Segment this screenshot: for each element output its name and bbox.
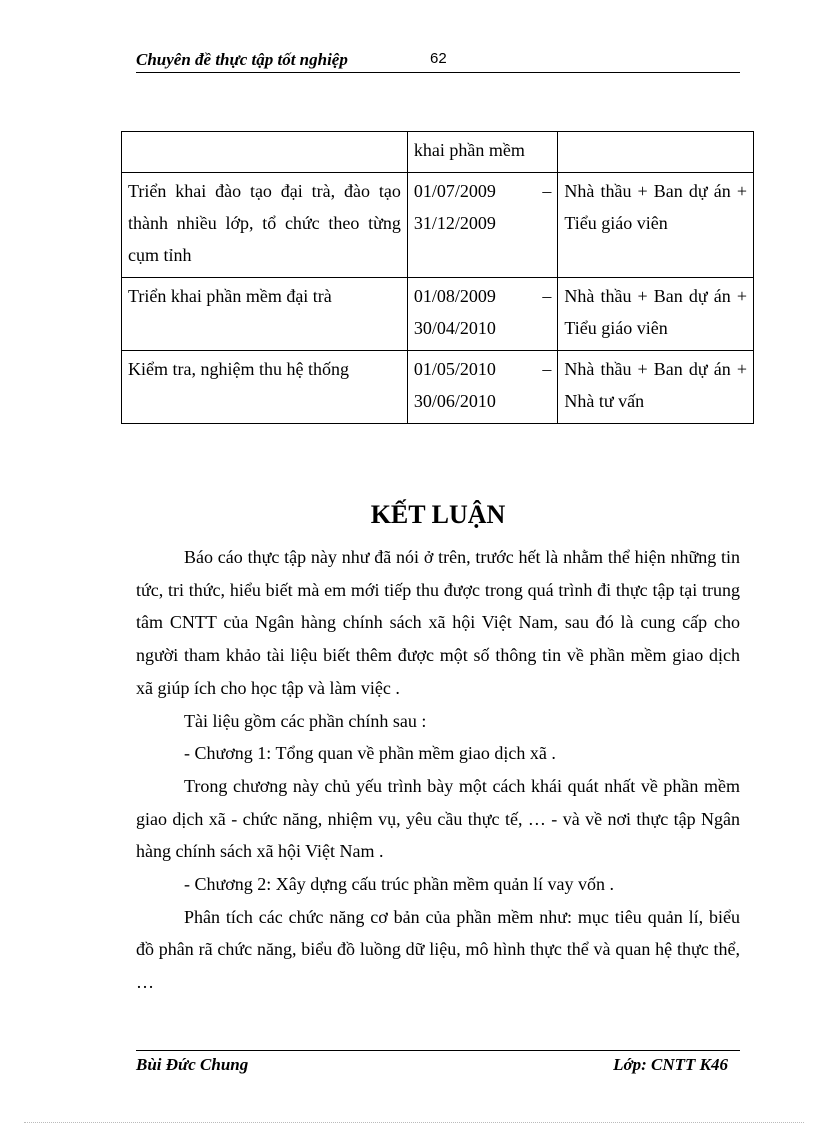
paragraph: Trong chương này chủ yếu trình bày một cách khái quát nhất về phần mềm giao dịch xã - chức năng, nhiệm vụ, yêu cầu thực tế, … - và về nơi thực tập Ngân hàng chính sách xã hội Việt Nam .: [136, 775, 740, 862]
table-row: [122, 173, 754, 278]
class-label: Lớp: CNTT K46: [613, 1055, 728, 1074]
task-cell: [122, 132, 408, 173]
paragraph: Tài liệu gồm các phần chính sau :: [184, 710, 427, 731]
responsible-cell: Nhà thầu + Ban dự án + Tiểu giáo viên: [558, 278, 754, 351]
task-cell: Triển khai phần mềm đại trà: [122, 278, 408, 351]
time-cell: khai phần mềm: [407, 132, 557, 173]
paragraph: Phân tích các chức năng cơ bản của phần mềm như: mục tiêu quản lí, biểu đồ phân rã chức năng, biểu đồ luồng dữ liệu, mô hình thực thể và quan hệ thực thể, …: [136, 906, 740, 993]
time-cell: 01/08/2009 – 30/04/2010: [407, 278, 557, 351]
task-cell: Kiểm tra, nghiệm thu hệ thống: [122, 351, 408, 424]
schedule-table: [121, 131, 754, 424]
responsible-cell: Nhà thầu + Ban dự án + Tiểu giáo viên: [558, 173, 754, 278]
page-footer: [136, 1050, 740, 1081]
paragraph: Báo cáo thực tập này như đã nói ở trên, trước hết là nhằm thể hiện những tin tức, tri thức, hiểu biết mà em mới tiếp thu được trong quá trình đi thực tập tại trung tâm CNTT của Ngân hàng chính sách xã hội Việt Nam, sau đó là cung cấp cho người tham khảo tài liệu biết thêm được một số thông tin về phần mềm giao dịch xã giúp ích cho học tập và làm việc .: [136, 547, 740, 698]
author-name: Bùi Đức Chung: [136, 1055, 249, 1074]
page-number: 62: [430, 50, 447, 67]
table-row: [122, 278, 754, 351]
paragraph: - Chương 2: Xây dựng cấu trúc phần mềm quản lí vay vốn .: [184, 874, 614, 895]
task-cell: Triển khai đào tạo đại trà, đào tạo thành nhiều lớp, tổ chức theo từng cụm tỉnh: [122, 173, 408, 278]
responsible-cell: Nhà thầu + Ban dự án + Nhà tư vấn: [558, 351, 754, 424]
responsible-cell: [558, 132, 754, 173]
conclusion-body: [136, 541, 740, 999]
page-header: [136, 46, 740, 73]
document-title: Chuyên đề thực tập tốt nghiệp: [136, 50, 348, 69]
paragraph: - Chương 1: Tổng quan về phần mềm giao dịch xã .: [184, 743, 556, 764]
time-cell: 01/07/2009 – 31/12/2009: [407, 173, 557, 278]
conclusion-heading: KẾT LUẬN: [370, 500, 506, 529]
table-row: [122, 132, 754, 173]
time-cell: 01/05/2010 – 30/06/2010: [407, 351, 557, 424]
table-row: [122, 351, 754, 424]
